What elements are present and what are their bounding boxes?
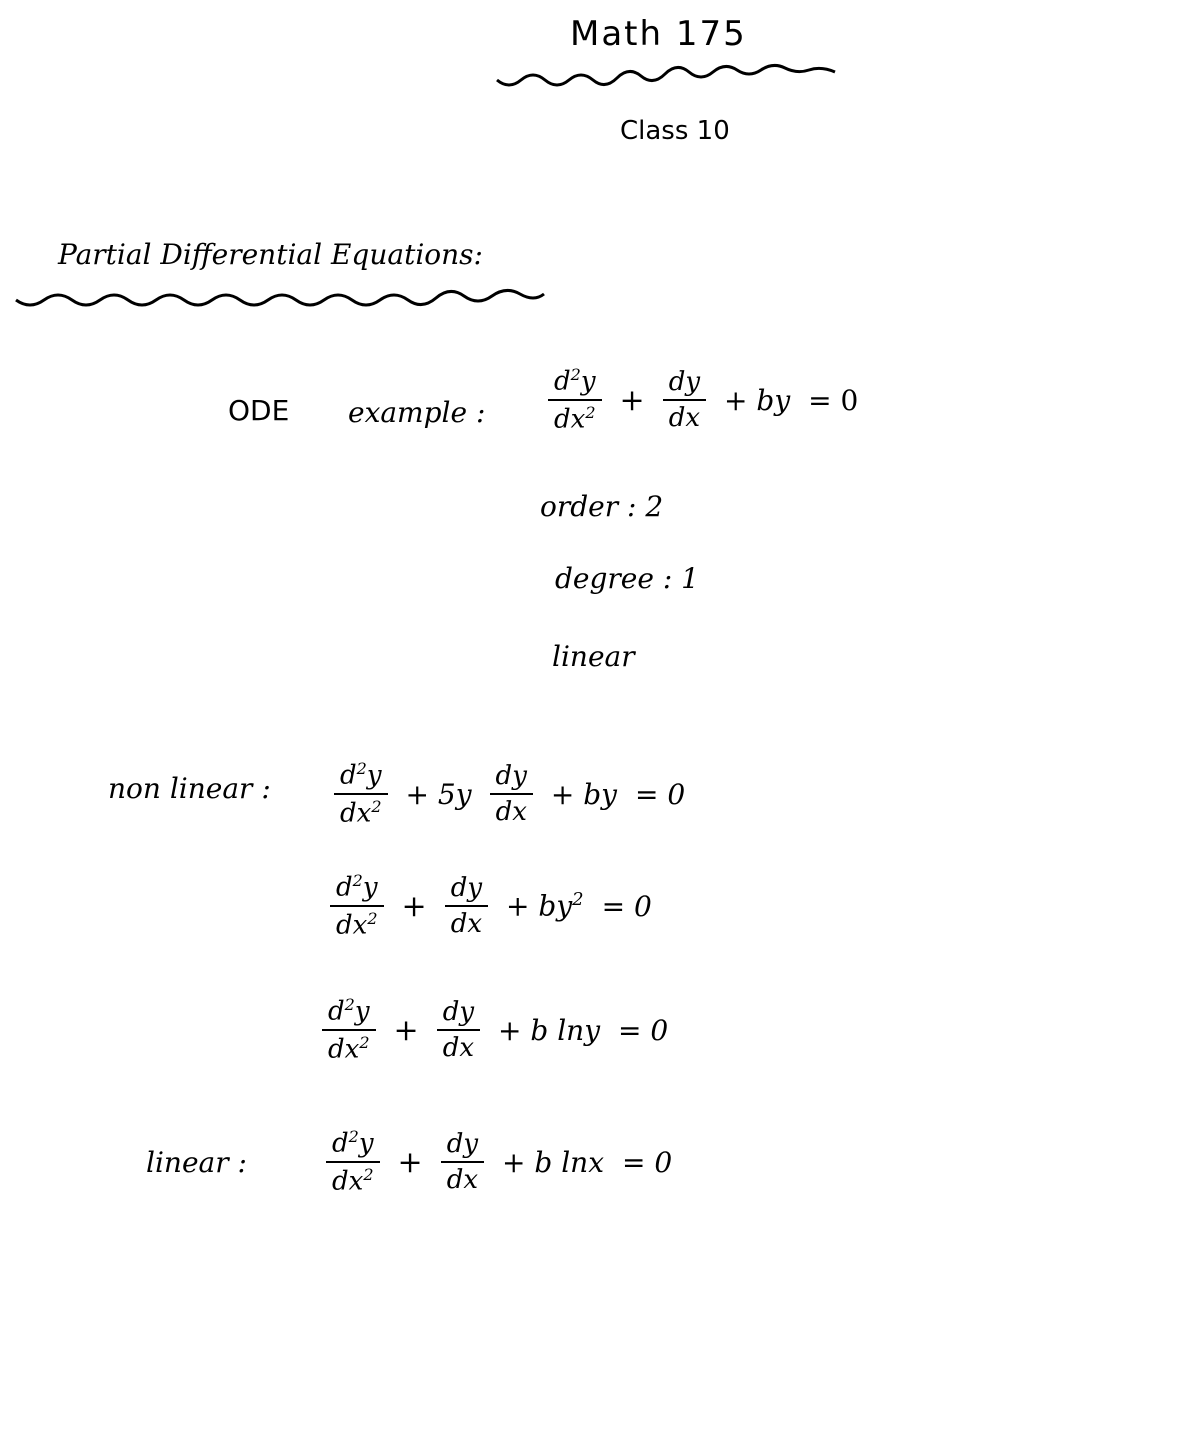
nonlinear-label: non linear : [108,772,271,805]
example-label: example : [348,396,486,429]
linear-text: linear [552,640,635,673]
equals-zero: = 0 [808,383,859,417]
plus-sign: + [619,382,645,418]
d2y-dx2-fraction: $\frac{d^2y}{dx^2}$ [548,367,602,432]
dy-dx-fraction: $\frac{dy}{dx}$ [445,875,488,937]
plus-sign: + [401,888,427,924]
page-title: Math 175 [570,14,747,54]
nonlinear-equation-3 [322,990,668,1070]
d2y-dx2-fraction: $\frac{d^2y}{dx^2}$ [326,1129,380,1194]
d2y-dx2-fraction: $\frac{d^2y}{dx^2}$ [334,761,388,826]
section-heading: Partial Differential Equations: [58,238,483,271]
coef-term: + 5y [405,777,472,811]
equals-zero: = 0 [635,777,686,811]
equals-zero: = 0 [601,889,652,923]
b-lnx-term: + b lnx [502,1145,604,1179]
linear-equation [326,1122,672,1202]
d2y-dx2-fraction: $\frac{d^2y}{dx^2}$ [322,997,376,1062]
dy-dx-fraction: $\frac{dy}{dx}$ [663,369,706,431]
by-term-text: + by [506,889,573,923]
by-squared-term [506,889,584,922]
heading-underline [14,286,554,316]
plus-sign: + [393,1012,419,1048]
by-term: + by [724,383,791,417]
by-term: + by [550,777,617,811]
nonlinear-equation-2 [330,866,652,946]
b-lny-term: + b lny [498,1013,601,1047]
dy-dx-fraction: $\frac{dy}{dx}$ [490,763,533,825]
nonlinear-equation-1 [334,754,685,834]
dy-dx-fraction: $\frac{dy}{dx}$ [441,1131,484,1193]
equals-zero: = 0 [618,1013,669,1047]
linear-label: linear : [146,1146,247,1179]
plus-sign: + [397,1144,423,1180]
ode-equation [548,360,858,440]
page-subtitle: Class 10 [620,116,730,146]
d2y-dx2-fraction: $\frac{d^2y}{dx^2}$ [330,873,384,938]
title-underline [495,62,845,92]
ode-label: ODE [228,394,290,427]
exponent: 2 [572,889,584,911]
dy-dx-fraction: $\frac{dy}{dx}$ [437,999,480,1061]
degree-text: degree : 1 [555,562,699,595]
equals-zero: = 0 [622,1145,673,1179]
order-text: order : 2 [540,490,664,523]
